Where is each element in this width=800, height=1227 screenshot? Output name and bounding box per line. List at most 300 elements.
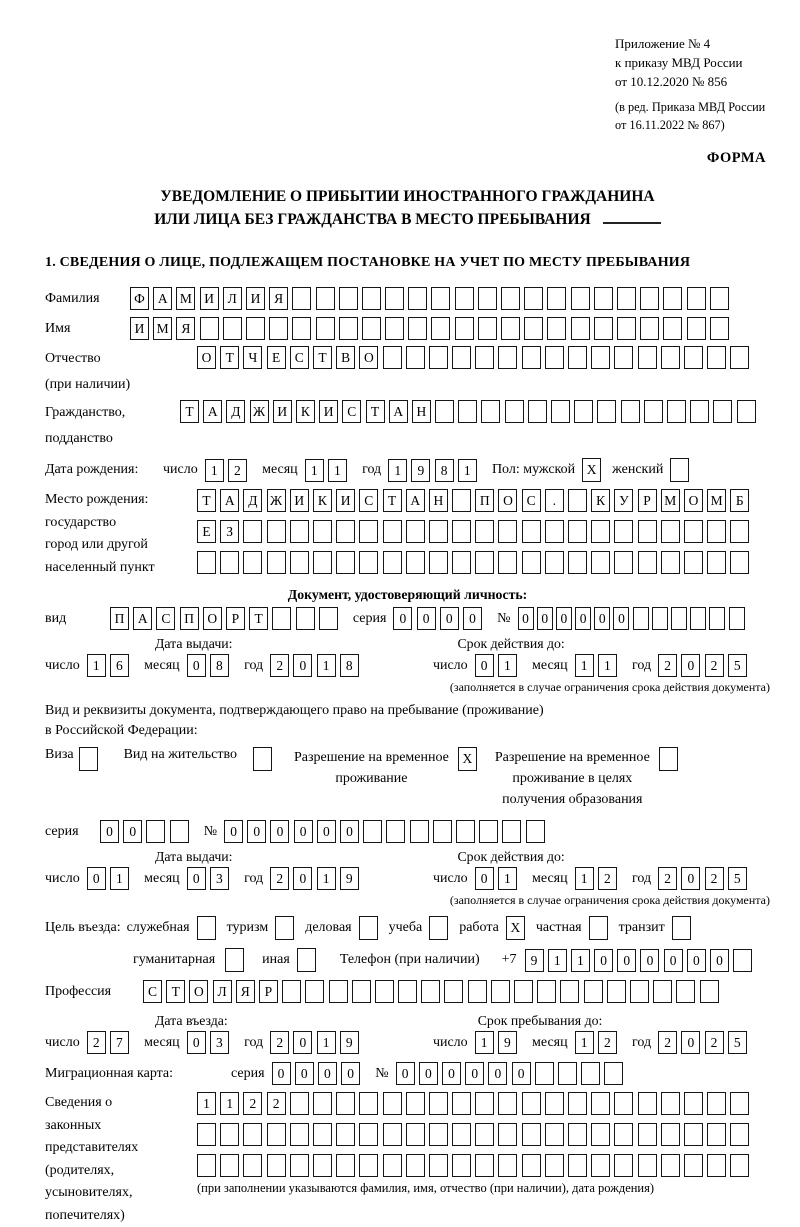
char-cell[interactable] xyxy=(653,980,672,1003)
id-expiry-year-field[interactable] xyxy=(658,654,751,677)
id-issue-year-field[interactable] xyxy=(270,654,363,677)
char-cell[interactable]: 0 xyxy=(681,867,700,890)
char-cell[interactable]: У xyxy=(614,489,633,512)
char-cell[interactable] xyxy=(452,1154,471,1177)
char-cell[interactable] xyxy=(329,980,348,1003)
char-cell[interactable] xyxy=(429,520,448,543)
char-cell[interactable]: 0 xyxy=(440,607,459,630)
char-cell[interactable] xyxy=(267,520,286,543)
char-cell[interactable]: К xyxy=(313,489,332,512)
char-cell[interactable] xyxy=(684,520,703,543)
char-cell[interactable] xyxy=(429,1154,448,1177)
char-cell[interactable] xyxy=(197,1123,216,1146)
char-cell[interactable] xyxy=(614,520,633,543)
char-cell[interactable] xyxy=(514,980,533,1003)
migration-series-field[interactable] xyxy=(272,1062,365,1085)
char-cell[interactable]: М xyxy=(176,287,195,310)
profession-field[interactable] xyxy=(143,980,723,1003)
char-cell[interactable]: 6 xyxy=(110,654,129,677)
char-cell[interactable] xyxy=(676,980,695,1003)
char-cell[interactable] xyxy=(272,607,291,630)
char-cell[interactable] xyxy=(452,1123,471,1146)
char-cell[interactable]: 2 xyxy=(598,1031,617,1054)
char-cell[interactable] xyxy=(383,1092,402,1115)
char-cell[interactable]: Р xyxy=(259,980,278,1003)
char-cell[interactable] xyxy=(406,1123,425,1146)
char-cell[interactable] xyxy=(429,346,448,369)
char-cell[interactable] xyxy=(730,1123,749,1146)
char-cell[interactable]: Т xyxy=(180,400,199,423)
char-cell[interactable]: А xyxy=(133,607,152,630)
char-cell[interactable] xyxy=(640,317,659,340)
char-cell[interactable] xyxy=(498,1092,517,1115)
char-cell[interactable] xyxy=(352,980,371,1003)
char-cell[interactable] xyxy=(456,820,475,843)
char-cell[interactable] xyxy=(479,820,498,843)
birth-year-field[interactable] xyxy=(388,459,481,482)
char-cell[interactable]: Я xyxy=(176,317,195,340)
char-cell[interactable]: С xyxy=(156,607,175,630)
char-cell[interactable]: 0 xyxy=(340,820,359,843)
char-cell[interactable] xyxy=(359,1154,378,1177)
surname-field[interactable] xyxy=(130,287,733,310)
char-cell[interactable]: 1 xyxy=(458,459,477,482)
char-cell[interactable]: 0 xyxy=(475,867,494,890)
char-cell[interactable] xyxy=(292,317,311,340)
purpose-business-checkbox[interactable] xyxy=(197,916,216,940)
char-cell[interactable]: Е xyxy=(267,346,286,369)
char-cell[interactable]: Т xyxy=(220,346,239,369)
char-cell[interactable] xyxy=(710,287,729,310)
char-cell[interactable]: 0 xyxy=(463,607,482,630)
char-cell[interactable] xyxy=(661,346,680,369)
char-cell[interactable]: Н xyxy=(429,489,448,512)
id-doc-number-field[interactable] xyxy=(518,607,748,630)
char-cell[interactable]: 0 xyxy=(417,607,436,630)
char-cell[interactable] xyxy=(535,1062,554,1085)
char-cell[interactable] xyxy=(614,551,633,574)
char-cell[interactable] xyxy=(574,400,593,423)
char-cell[interactable]: 0 xyxy=(575,607,591,630)
char-cell[interactable] xyxy=(707,346,726,369)
char-cell[interactable] xyxy=(522,346,541,369)
char-cell[interactable] xyxy=(545,1123,564,1146)
char-cell[interactable] xyxy=(362,287,381,310)
char-cell[interactable]: 0 xyxy=(518,607,534,630)
char-cell[interactable]: С xyxy=(342,400,361,423)
stay-day-field[interactable] xyxy=(475,1031,521,1054)
char-cell[interactable]: 1 xyxy=(598,654,617,677)
char-cell[interactable]: И xyxy=(246,287,265,310)
char-cell[interactable] xyxy=(246,317,265,340)
char-cell[interactable] xyxy=(431,287,450,310)
char-cell[interactable] xyxy=(707,1092,726,1115)
char-cell[interactable] xyxy=(614,1154,633,1177)
char-cell[interactable] xyxy=(267,1123,286,1146)
char-cell[interactable]: 1 xyxy=(110,867,129,890)
char-cell[interactable] xyxy=(730,1092,749,1115)
char-cell[interactable] xyxy=(433,820,452,843)
purpose-other-checkbox[interactable] xyxy=(297,948,316,972)
char-cell[interactable] xyxy=(243,1123,262,1146)
purpose-private-checkbox[interactable] xyxy=(589,916,608,940)
permit-number-field[interactable] xyxy=(224,820,549,843)
char-cell[interactable] xyxy=(429,551,448,574)
char-cell[interactable] xyxy=(501,317,520,340)
char-cell[interactable] xyxy=(661,1154,680,1177)
birth-place-row1-field[interactable] xyxy=(197,489,754,512)
char-cell[interactable] xyxy=(571,287,590,310)
char-cell[interactable] xyxy=(146,820,165,843)
char-cell[interactable]: 2 xyxy=(270,654,289,677)
char-cell[interactable] xyxy=(458,400,477,423)
char-cell[interactable]: 0 xyxy=(318,1062,337,1085)
char-cell[interactable] xyxy=(545,551,564,574)
temp-permit-edu-checkbox[interactable] xyxy=(659,747,678,771)
citizenship-field[interactable] xyxy=(180,400,760,423)
char-cell[interactable] xyxy=(522,1123,541,1146)
char-cell[interactable] xyxy=(551,400,570,423)
char-cell[interactable] xyxy=(455,317,474,340)
char-cell[interactable] xyxy=(339,317,358,340)
char-cell[interactable]: И xyxy=(200,287,219,310)
char-cell[interactable] xyxy=(220,1123,239,1146)
char-cell[interactable] xyxy=(524,317,543,340)
char-cell[interactable]: 0 xyxy=(247,820,266,843)
char-cell[interactable] xyxy=(505,400,524,423)
reps-row3-field[interactable] xyxy=(197,1154,754,1177)
char-cell[interactable] xyxy=(170,820,189,843)
char-cell[interactable] xyxy=(290,1123,309,1146)
char-cell[interactable] xyxy=(478,287,497,310)
char-cell[interactable] xyxy=(713,400,732,423)
char-cell[interactable] xyxy=(547,317,566,340)
char-cell[interactable] xyxy=(429,1092,448,1115)
reps-row2-field[interactable] xyxy=(197,1123,754,1146)
char-cell[interactable] xyxy=(383,551,402,574)
char-cell[interactable] xyxy=(558,1062,577,1085)
char-cell[interactable] xyxy=(383,520,402,543)
char-cell[interactable] xyxy=(687,317,706,340)
char-cell[interactable]: 0 xyxy=(272,1062,291,1085)
char-cell[interactable] xyxy=(502,820,521,843)
char-cell[interactable]: 2 xyxy=(228,459,247,482)
char-cell[interactable] xyxy=(313,1154,332,1177)
purpose-tourism-checkbox[interactable] xyxy=(275,916,294,940)
char-cell[interactable]: А xyxy=(203,400,222,423)
char-cell[interactable] xyxy=(282,980,301,1003)
char-cell[interactable] xyxy=(385,287,404,310)
residence-permit-checkbox[interactable] xyxy=(253,747,272,771)
char-cell[interactable]: Т xyxy=(197,489,216,512)
char-cell[interactable] xyxy=(410,820,429,843)
char-cell[interactable] xyxy=(383,1123,402,1146)
birth-place-row3-field[interactable] xyxy=(197,551,754,574)
char-cell[interactable] xyxy=(684,551,703,574)
char-cell[interactable]: Б xyxy=(730,489,749,512)
char-cell[interactable] xyxy=(336,1123,355,1146)
char-cell[interactable]: 0 xyxy=(640,949,659,972)
char-cell[interactable]: 2 xyxy=(270,1031,289,1054)
char-cell[interactable] xyxy=(591,1123,610,1146)
char-cell[interactable] xyxy=(707,551,726,574)
char-cell[interactable]: 0 xyxy=(396,1062,415,1085)
char-cell[interactable]: С xyxy=(359,489,378,512)
char-cell[interactable]: 2 xyxy=(658,867,677,890)
id-issue-month-field[interactable] xyxy=(187,654,233,677)
char-cell[interactable]: В xyxy=(336,346,355,369)
char-cell[interactable] xyxy=(336,551,355,574)
char-cell[interactable]: Я xyxy=(236,980,255,1003)
char-cell[interactable]: 0 xyxy=(293,867,312,890)
char-cell[interactable] xyxy=(568,1123,587,1146)
char-cell[interactable]: 9 xyxy=(411,459,430,482)
char-cell[interactable] xyxy=(359,1092,378,1115)
char-cell[interactable]: 2 xyxy=(243,1092,262,1115)
char-cell[interactable] xyxy=(398,980,417,1003)
char-cell[interactable] xyxy=(638,520,657,543)
char-cell[interactable] xyxy=(597,400,616,423)
char-cell[interactable]: 1 xyxy=(197,1092,216,1115)
id-expiry-day-field[interactable] xyxy=(475,654,521,677)
reps-row1-field[interactable] xyxy=(197,1092,754,1115)
char-cell[interactable] xyxy=(522,1154,541,1177)
char-cell[interactable] xyxy=(522,520,541,543)
char-cell[interactable] xyxy=(560,980,579,1003)
char-cell[interactable]: 2 xyxy=(267,1092,286,1115)
permit-series-field[interactable] xyxy=(100,820,193,843)
char-cell[interactable] xyxy=(435,400,454,423)
char-cell[interactable] xyxy=(220,551,239,574)
char-cell[interactable]: 0 xyxy=(537,607,553,630)
char-cell[interactable] xyxy=(385,317,404,340)
char-cell[interactable] xyxy=(498,520,517,543)
char-cell[interactable]: 0 xyxy=(512,1062,531,1085)
char-cell[interactable] xyxy=(671,607,687,630)
char-cell[interactable]: 1 xyxy=(317,1031,336,1054)
char-cell[interactable] xyxy=(359,1123,378,1146)
char-cell[interactable] xyxy=(336,1092,355,1115)
birth-place-row2-field[interactable] xyxy=(197,520,754,543)
char-cell[interactable]: 2 xyxy=(87,1031,106,1054)
char-cell[interactable] xyxy=(220,1154,239,1177)
char-cell[interactable]: 1 xyxy=(328,459,347,482)
char-cell[interactable] xyxy=(684,1154,703,1177)
char-cell[interactable]: 8 xyxy=(435,459,454,482)
char-cell[interactable] xyxy=(568,346,587,369)
entry-month-field[interactable] xyxy=(187,1031,233,1054)
char-cell[interactable] xyxy=(638,1154,657,1177)
char-cell[interactable]: 1 xyxy=(87,654,106,677)
char-cell[interactable] xyxy=(730,551,749,574)
char-cell[interactable]: Л xyxy=(213,980,232,1003)
char-cell[interactable]: О xyxy=(203,607,222,630)
entry-year-field[interactable] xyxy=(270,1031,363,1054)
char-cell[interactable] xyxy=(661,551,680,574)
char-cell[interactable]: 9 xyxy=(340,867,359,890)
char-cell[interactable] xyxy=(290,551,309,574)
char-cell[interactable]: А xyxy=(153,287,172,310)
char-cell[interactable]: 2 xyxy=(598,867,617,890)
char-cell[interactable] xyxy=(452,346,471,369)
char-cell[interactable] xyxy=(545,1092,564,1115)
id-doc-type-field[interactable] xyxy=(110,607,342,630)
char-cell[interactable] xyxy=(316,287,335,310)
char-cell[interactable]: 3 xyxy=(210,1031,229,1054)
char-cell[interactable] xyxy=(359,551,378,574)
char-cell[interactable]: Р xyxy=(226,607,245,630)
char-cell[interactable] xyxy=(690,400,709,423)
char-cell[interactable] xyxy=(290,1154,309,1177)
char-cell[interactable] xyxy=(421,980,440,1003)
char-cell[interactable] xyxy=(243,520,262,543)
char-cell[interactable]: 8 xyxy=(210,654,229,677)
char-cell[interactable]: М xyxy=(661,489,680,512)
char-cell[interactable] xyxy=(661,1123,680,1146)
char-cell[interactable] xyxy=(336,520,355,543)
char-cell[interactable]: О xyxy=(189,980,208,1003)
entry-day-field[interactable] xyxy=(87,1031,133,1054)
char-cell[interactable]: Т xyxy=(249,607,268,630)
permit-issue-day-field[interactable] xyxy=(87,867,133,890)
char-cell[interactable] xyxy=(313,551,332,574)
char-cell[interactable] xyxy=(406,346,425,369)
char-cell[interactable]: 1 xyxy=(317,867,336,890)
char-cell[interactable]: 1 xyxy=(205,459,224,482)
char-cell[interactable]: И xyxy=(319,400,338,423)
char-cell[interactable]: О xyxy=(684,489,703,512)
char-cell[interactable] xyxy=(498,551,517,574)
char-cell[interactable]: А xyxy=(220,489,239,512)
char-cell[interactable]: 0 xyxy=(475,654,494,677)
char-cell[interactable]: 0 xyxy=(419,1062,438,1085)
char-cell[interactable] xyxy=(709,607,725,630)
char-cell[interactable] xyxy=(545,346,564,369)
char-cell[interactable] xyxy=(591,1154,610,1177)
char-cell[interactable]: 8 xyxy=(340,654,359,677)
char-cell[interactable]: 0 xyxy=(488,1062,507,1085)
char-cell[interactable] xyxy=(707,1123,726,1146)
char-cell[interactable] xyxy=(667,400,686,423)
char-cell[interactable] xyxy=(614,1092,633,1115)
char-cell[interactable] xyxy=(614,346,633,369)
char-cell[interactable] xyxy=(363,820,382,843)
char-cell[interactable] xyxy=(591,346,610,369)
char-cell[interactable]: И xyxy=(336,489,355,512)
char-cell[interactable] xyxy=(197,1154,216,1177)
char-cell[interactable]: 0 xyxy=(594,607,610,630)
char-cell[interactable] xyxy=(475,520,494,543)
char-cell[interactable]: 7 xyxy=(110,1031,129,1054)
char-cell[interactable] xyxy=(730,346,749,369)
char-cell[interactable]: 1 xyxy=(575,1031,594,1054)
char-cell[interactable] xyxy=(362,317,381,340)
char-cell[interactable] xyxy=(652,607,668,630)
birth-day-field[interactable] xyxy=(205,459,251,482)
char-cell[interactable] xyxy=(663,287,682,310)
char-cell[interactable] xyxy=(475,346,494,369)
char-cell[interactable]: 0 xyxy=(123,820,142,843)
char-cell[interactable]: Ф xyxy=(130,287,149,310)
char-cell[interactable]: Я xyxy=(269,287,288,310)
char-cell[interactable] xyxy=(383,1154,402,1177)
char-cell[interactable]: Л xyxy=(223,287,242,310)
permit-expiry-year-field[interactable] xyxy=(658,867,751,890)
char-cell[interactable]: 0 xyxy=(710,949,729,972)
char-cell[interactable] xyxy=(591,1092,610,1115)
char-cell[interactable] xyxy=(243,551,262,574)
char-cell[interactable] xyxy=(498,1154,517,1177)
char-cell[interactable] xyxy=(617,287,636,310)
char-cell[interactable] xyxy=(406,551,425,574)
char-cell[interactable] xyxy=(730,1154,749,1177)
char-cell[interactable] xyxy=(604,1062,623,1085)
char-cell[interactable] xyxy=(621,400,640,423)
char-cell[interactable]: 0 xyxy=(87,867,106,890)
char-cell[interactable]: 0 xyxy=(681,654,700,677)
char-cell[interactable] xyxy=(386,820,405,843)
given-name-field[interactable] xyxy=(130,317,733,340)
char-cell[interactable] xyxy=(296,607,315,630)
char-cell[interactable] xyxy=(638,1092,657,1115)
permit-issue-month-field[interactable] xyxy=(187,867,233,890)
char-cell[interactable]: 1 xyxy=(388,459,407,482)
char-cell[interactable] xyxy=(267,551,286,574)
char-cell[interactable] xyxy=(313,1123,332,1146)
char-cell[interactable] xyxy=(452,520,471,543)
char-cell[interactable] xyxy=(545,1154,564,1177)
visa-checkbox[interactable] xyxy=(79,747,98,771)
char-cell[interactable] xyxy=(644,400,663,423)
char-cell[interactable] xyxy=(406,520,425,543)
char-cell[interactable] xyxy=(568,1092,587,1115)
char-cell[interactable]: 1 xyxy=(548,949,567,972)
char-cell[interactable]: 2 xyxy=(658,1031,677,1054)
char-cell[interactable] xyxy=(568,520,587,543)
char-cell[interactable]: 5 xyxy=(728,1031,747,1054)
char-cell[interactable] xyxy=(406,1092,425,1115)
id-expiry-month-field[interactable] xyxy=(575,654,621,677)
stay-year-field[interactable] xyxy=(658,1031,751,1054)
char-cell[interactable] xyxy=(638,346,657,369)
char-cell[interactable] xyxy=(594,287,613,310)
char-cell[interactable] xyxy=(455,287,474,310)
char-cell[interactable] xyxy=(408,287,427,310)
char-cell[interactable]: 1 xyxy=(305,459,324,482)
char-cell[interactable] xyxy=(730,520,749,543)
purpose-work-checkbox[interactable]: X xyxy=(506,916,525,940)
char-cell[interactable] xyxy=(475,1123,494,1146)
char-cell[interactable] xyxy=(700,980,719,1003)
char-cell[interactable] xyxy=(591,551,610,574)
purpose-transit-checkbox[interactable] xyxy=(672,916,691,940)
char-cell[interactable]: 0 xyxy=(393,607,412,630)
char-cell[interactable]: 1 xyxy=(571,949,590,972)
char-cell[interactable]: 2 xyxy=(270,867,289,890)
char-cell[interactable]: 0 xyxy=(293,1031,312,1054)
char-cell[interactable] xyxy=(568,1154,587,1177)
char-cell[interactable]: 1 xyxy=(475,1031,494,1054)
char-cell[interactable] xyxy=(475,1154,494,1177)
char-cell[interactable] xyxy=(729,607,745,630)
char-cell[interactable] xyxy=(684,1123,703,1146)
char-cell[interactable]: 0 xyxy=(687,949,706,972)
char-cell[interactable] xyxy=(584,980,603,1003)
char-cell[interactable] xyxy=(687,287,706,310)
char-cell[interactable] xyxy=(452,551,471,574)
char-cell[interactable] xyxy=(522,1092,541,1115)
char-cell[interactable] xyxy=(633,607,649,630)
